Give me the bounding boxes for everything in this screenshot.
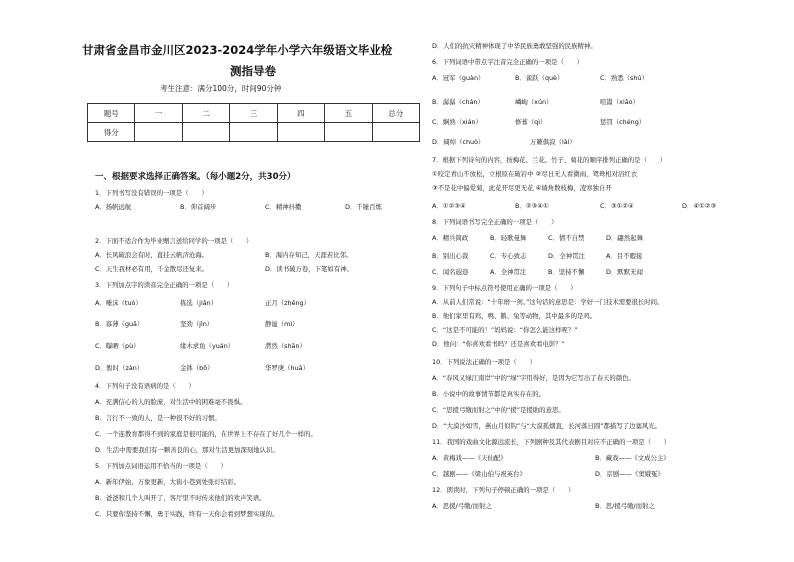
answer-option: B．他们家里有鸡、鸭、鹅、兔等动物，其中最多的是鸡。 [432,312,597,320]
question-text: 11．我国的戏曲文化源远流长，下列剧种及其代表剧目对应不正确的一项是（ ） [432,438,671,446]
answer-option: D．阔绰（chuò） [432,138,485,146]
answer-option: C．天生我材必有用，千金散尽还复来。 [95,265,209,273]
answer-option: B．藏戏——《文成公主》 [595,454,670,462]
score-cell[interactable] [277,123,324,142]
answer-option: B．寡薄（guǎ） [95,320,144,328]
answer-option: 修葺（qì） [515,118,547,126]
answer-option: A．扬帆远航 [95,203,132,211]
answer-option: C．只要你坚持不懈，勇于实践，终有一天你会看到梦想实现的。 [95,510,279,518]
question-text: 6．下列词语中带点字注音完全正确的一项是（ ） [432,58,584,66]
answer-option: D．京剧——《窦娥冤》 [595,470,664,478]
poem-line: ③不是花中偏爱菊，此花开尽更无花 ④墙角数枝梅，凌寒独自开 [432,184,612,192]
answer-option: C．③①②④ [600,202,634,210]
section1-title: 一、根据要求选择正确答案。（每小题2分，共30分） [95,172,296,182]
answer-option: C．曝晒（pù） [95,342,140,350]
answer-option: 万籁俱寂（lài） [530,138,576,146]
answer-option: B．坚持不懈 [548,268,585,276]
exam-title-line1: 甘肃省金昌市金川区2023-2024学年小学六年级语文毕业检 [82,43,393,57]
score-header-cell: 二 [182,104,229,123]
question-text: 2．下面不适合作为毕业赠言送给同学的一项是（ ） [95,237,253,245]
answer-option: D．默默无闻 [606,268,643,276]
score-table-score-row [88,123,420,142]
score-cell[interactable] [135,123,182,142]
answer-option: D．生活中需要我们有一颗善良的心，那对生活更加深刻地认识。 [95,446,279,454]
answer-option: D．他问：“你喜欢看书吗？还是喜欢看电影？” [432,340,565,348]
answer-option: A．全神贯注 [490,268,527,276]
question-text: 4．下列句子没有语病的是（ ） [95,382,195,390]
answer-option: A．黄梅戏——《天仙配》 [432,454,507,462]
answer-option: B．仰首阔步 [180,203,217,211]
answer-option: A．目不暇接 [606,252,643,260]
answer-option: B．②③④① [515,202,549,210]
score-table-header-row [88,104,420,123]
poem-line: ①咬定青山不放松，立根原在破岩中 ②尽日无人看微雨，鸳鸯相对浴红衣 [432,170,638,178]
question-text: 9．下列句子中标点符号使用正确的一项是（ ） [432,284,577,292]
answer-option: D．千锤百炼 [345,203,382,211]
answer-option: 金钵（bō） [180,364,214,372]
question-text: 12．朗读时，下列句子停顿正确的一项是（ ） [432,486,575,494]
answer-option: A．充满信心的人的脸庞，对生活中的困难毫不畏惧。 [95,398,247,406]
question-text: 3．下列加点字的读音完全正确的一项是（ ） [95,281,234,289]
answer-option: A．“春风又绿江南岸”中的“绿”字用得好，是因为它写出了春天的颜色。 [432,374,635,382]
question-text: 7．根据下列诗句的内容，按梅花、兰花、竹子、菊花的顺序排列正确的是（ ） [432,156,667,164]
score-header-cell: 一 [135,104,182,123]
score-cell[interactable] [325,123,372,142]
question-text: 1．下列书写没有错误的一项是（ ） [95,189,208,197]
answer-option: C．一个连教育都得不到的家庭是很可能的，在世界上不存在了好几个一样的。 [95,430,317,438]
answer-option: B．小说中的故事情节都是真实存在的。 [432,390,546,398]
score-header-cell: 三 [230,104,277,123]
answer-option: 静谧（mì） [265,320,299,328]
answer-option: B．海内存知己，天涯若比邻。 [265,251,353,259]
question-text: 5．下列加点词语运用不恰当的一项是（ ） [95,462,227,470]
answer-option: 坚劲（jìn） [180,320,214,328]
answer-option: 华罗庚（huā） [265,364,309,372]
answer-option: C．“思援弓缴而射之”中的“援”是援助的意思。 [432,406,565,414]
answer-option: D．翩然起舞 [606,234,643,242]
answer-option: A．从前人们常说：“十年磨一剑。”这句话的意思是：学好一门技术需要很长时间。 [432,298,664,306]
answer-option: A．①②③④ [432,202,466,210]
answer-option: B．潺潺（chán） [432,98,484,106]
score-table [87,103,420,142]
question-text: 8．下列词语书写完全正确的一项是（ ） [432,218,558,226]
exam-title-line2: 测指导卷 [230,64,276,78]
answer-option: B．思/援弓缴/而射之 [595,502,655,510]
answer-option: C．越剧——《梁山伯与祝英台》 [432,470,526,478]
answer-option: 嶙峋（xún） [515,98,553,106]
answer-option: B．雀跃（què） [515,74,564,82]
score-header-cell: 五 [325,104,372,123]
answer-option: B．轻歌曼舞 [490,234,527,242]
answer-option: A．唾沫（tuò） [95,299,142,307]
score-cell[interactable] [372,123,419,142]
score-header-cell: 总分 [372,104,419,123]
answer-option: A．冠军（guàn） [432,74,485,82]
answer-option: 潸然（shān） [265,342,306,350]
answer-option: C．情不自禁 [548,234,585,242]
answer-option: 正月（zhēng） [265,299,311,307]
answer-option: D．读书破万卷，下笔如有神。 [265,265,353,273]
answer-option: A．思援/弓缴/而射之 [432,502,492,510]
answer-option: 喧嚣（xiāo） [600,98,639,106]
answer-option: 拣选（jiǎn） [180,299,218,307]
answer-option: C．专心致志 [490,252,527,260]
answer-option: B．别出心裁 [432,252,469,260]
answer-option: C．娴熟（xián） [432,118,482,126]
score-header-cell: 四 [277,104,324,123]
answer-option: 缘木求鱼（yuán） [180,342,235,350]
answer-option: C．“这是不可能的！”妈妈说：“你怎么能这样呢？” [432,326,578,334]
score-cell[interactable] [230,123,277,142]
answer-option: A．精兵简政 [432,234,469,242]
answer-option: C．熟悉（shú） [600,74,648,82]
answer-option: D．人们的抗灾精神体现了中华民族勇敢坚强的民族精神。 [432,42,597,50]
answer-option: A．长风破浪会有时，直挂云帆济沧海。 [95,251,209,259]
answer-option: D．全神贯注 [548,252,585,260]
answer-option: A．新年伊始，万象更新，大街小巷到处张灯结彩。 [95,478,240,486]
score-row-label: 得分 [88,123,135,142]
answer-option: B．言行不一致的人，是一种很不好的习惯。 [95,414,221,422]
exam-info: 考生注意：满分100分，时间90分钟 [160,84,282,93]
answer-option: C．闻名遐迩 [432,268,469,276]
answer-option: 惩罚（chéng） [600,118,646,126]
score-header-cell: 题号 [88,104,135,123]
question-text: 10．下列说法正确的一项是（ ） [432,358,536,366]
answer-option: C．精神抖擞 [265,203,302,211]
answer-option: B．爸爸和几个人叫开了，客厅里不时传来他们的欢声笑语。 [95,494,266,502]
answer-option: D．“大漠沙如雪，燕山月似钩”与“大漠孤烟直，长河落日圆”都描写了边塞风光。 [432,422,662,430]
score-cell[interactable] [182,123,229,142]
answer-option: D．④①②③ [682,202,717,210]
answer-option: D．暂时（zàn） [95,364,144,372]
